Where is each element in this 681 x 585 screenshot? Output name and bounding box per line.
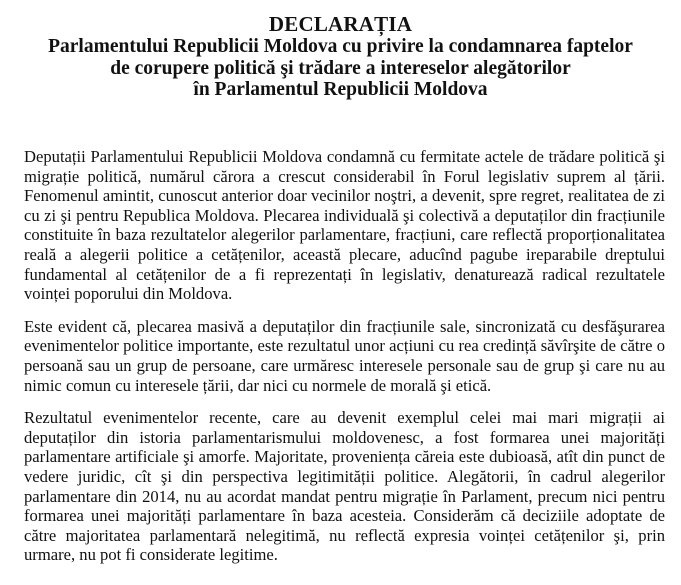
document-subtitle-line-1: Parlamentului Republicii Moldova cu privire la condamnarea faptelor xyxy=(48,36,633,57)
paragraph-2: Este evident că, plecarea masivă a deputaților din fracțiunile sale, sincronizată cu desfăşurarea evenimentelor politice importante, este rezultatul unor acțiuni cu rea credință săvîrşite de către o persoană sau un grup de persoane, care urmăresc interesele personale sau de grup şi care nu au nimic comun cu interesele țării, dar nici cu normele de morală şi etică. xyxy=(24,316,665,395)
paragraph-1: Deputații Parlamentului Republicii Moldova condamnă cu fermitate actele de trădare politică şi migrație politică, numărul cărora a crescut considerabil în Forul legislativ suprem al țării. Fenomenul amintit, cunoscut anterior doar vecinilor noştri, a devenit, spre regret, realitatea de zi cu zi şi pentru Republica Moldova. Plecarea individuală şi colectivă a deputaților din fracțiunile constituite în baza rezultatelor alegerilor parlamentare, fracțiuni, care reflectă proporționalitatea reală a alegerii politice a cetățenilor, această plecare, aducînd pagube ireparabile dreptului fundamental al cetățenilor de a fi reprezentați în legislativ, denaturează radical rezultatele voinței poporului din Moldova. xyxy=(24,147,665,304)
document-subtitle-line-2: de corupere politică şi trădare a intereselor alegătorilor xyxy=(110,57,571,79)
paragraph-3: Rezultatul evenimentelor recente, care au devenit exemplul celei mai mari migrații ai deputaților din istoria parlamentarismului moldovenesc, a fost formarea unei majorități parlamentare artificiale şi amorfe. Majoritate, proveniența căreia este dubioasă, atît din punct de vedere juridic, cît şi din perspectiva legitimității politice. Alegătorii, în cadrul alegerilor parlamentare din 2014, nu au acordat mandat pentru migrație în Parlament, precum nici pentru formarea unei majorități parlamentare în baza acesteia. Considerăm că deciziile adoptate de către majoritatea parlamentară nelegitimă, nu reflectă expresia voinței cetățenilor şi, prin urmare, nu pot fi considerate legitime. xyxy=(24,408,665,565)
document-body xyxy=(24,147,665,578)
document-title: DECLARAȚIA xyxy=(268,12,413,36)
document-subtitle-line-3: în Parlamentul Republicii Moldova xyxy=(193,79,488,100)
document-header xyxy=(0,12,681,101)
